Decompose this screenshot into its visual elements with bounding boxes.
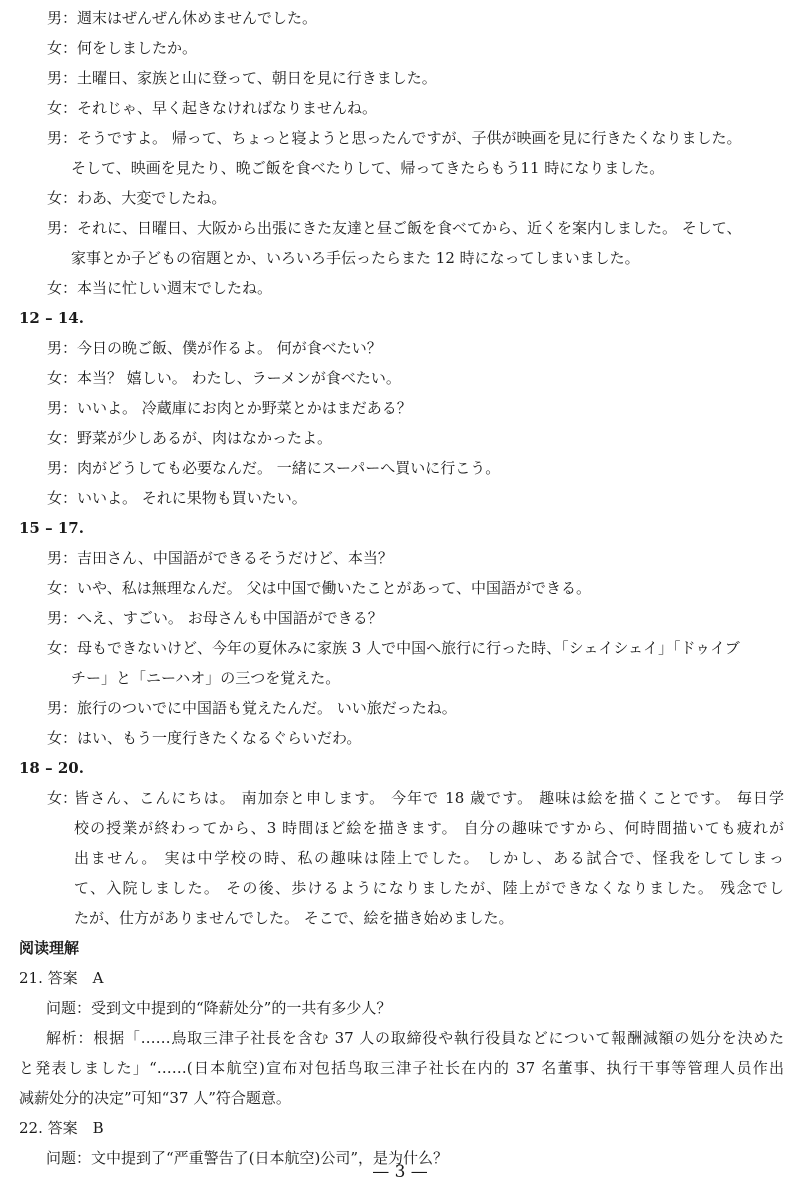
dialogue-line: 女：はい、もう一度行きたくなるぐらいだわ。 [47,729,362,747]
dialogue-line: 男：それに、日曜日、大阪から出張にきた友達と昼ご飯を食べてから、近くを案内しました。 そして、 [47,219,742,237]
dialogue-line: 女：わあ、大変でしたね。 [47,189,227,207]
monologue-speaker: 女： [47,789,78,807]
answer-21: 21. 答案 A [19,969,104,987]
monologue-line: 出ません。 実は中学校の時、私の趣味は陸上でした。 しかし、ある試合で、怪我をしてしまっ [74,849,784,867]
reading-heading: 阅读理解 [19,939,80,957]
question-22: 问题：文中提到了“严重警告了(日本航空)公司”，是为什么？ [46,1149,449,1167]
dialogue-line: 女：本当？ 嬉しい。 わたし、ラーメンが食べたい。 [47,369,401,387]
analysis-line: と発表しました」“……(日本航空)宣布对包括鸟取三津子社长在内的 37 名董事、执行干事等管理人员作出 [19,1059,784,1077]
monologue-line: 皆さん、こんにちは。 南加奈と申します。 今年で 18 歳です。 趣味は絵を描くことです。 毎日学 [74,789,784,807]
section-heading: 12 – 14. [19,309,84,327]
dialogue-line: 女：母もできないけど、今年の夏休みに家族 3 人で中国へ旅行に行った時、「シェイシェイ」「ドゥイブ [47,639,740,657]
dialogue-line: 男：週末はぜんぜん休めませんでした。 [47,9,318,27]
dialogue-continuation: 家事とか子どもの宿題とか、いろいろ手伝ったらまた 12 時になってしまいました。 [71,249,640,267]
dialogue-line: 男：吉田さん、中国語ができるそうだけど、本当？ [47,549,393,567]
dialogue-line: 男：いいよ。 冷蔵庫にお肉とか野菜とかはまだある？ [47,399,412,417]
dialogue-line: 男：旅行のついでに中国語も覚えたんだ。 いい旅だったね。 [47,699,457,717]
section-heading: 18 – 20. [19,759,84,777]
dialogue-line: 女：いいよ。 それに果物も買いたい。 [47,489,307,507]
analysis-line: 减薪处分的决定”可知“37 人”符合题意。 [19,1089,291,1107]
dialogue-line: 男：へえ、すごい。 お母さんも中国語ができる？ [47,609,383,627]
dialogue-line: 男：今日の晩ご飯、僕が作るよ。 何が食べたい？ [47,339,382,357]
dialogue-continuation: チー」と「ニーハオ」の三つを覚えた。 [71,669,341,687]
analysis-line: 解析：根据「……鳥取三津子社長を含む 37 人の取締役や執行役員などについて報酬減額の処分を決めた [46,1029,784,1047]
dialogue-line: 女：本当に忙しい週末でしたね。 [47,279,273,297]
answer-22: 22. 答案 B [19,1119,104,1137]
monologue-line: 校の授業が終わってから、3 時間ほど絵を描きます。 自分の趣味ですから、何時間描いても疲れが [74,819,784,837]
monologue-line: たが、仕方がありませんでした。 そこで、絵を描き始めました。 [74,909,514,927]
question-21: 问题：受到文中提到的“降薪处分”的一共有多少人？ [46,999,392,1017]
dialogue-line: 女：野菜が少しあるが、肉はなかったよ。 [47,429,333,447]
dialogue-line: 男：肉がどうしても必要なんだ。 一緒にスーパーへ買いに行こう。 [47,459,501,477]
dialogue-line: 女：何をしましたか。 [47,39,198,57]
dialogue-line: 女：いや、私は無理なんだ。 父は中国で働いたことがあって、中国語ができる。 [47,579,592,597]
section-heading: 15 – 17. [19,519,84,537]
dialogue-line: 男：土曜日、家族と山に登って、朝日を見に行きました。 [47,69,437,87]
page-number: — 3 — [372,1162,428,1182]
dialogue-line: 男：そうですよ。 帰って、ちょっと寝ようと思ったんですが、子供が映画を見に行きたくなりました。 [47,129,742,147]
dialogue-line: 女：それじゃ、早く起きなければなりませんね。 [47,99,378,117]
dialogue-continuation: そして、映画を見たり、晩ご飯を食べたりして、帰ってきたらもう11 時になりました。 [71,159,665,177]
monologue-line: て、入院しました。 その後、歩けるようになりましたが、陸上ができなくなりました。 残念でし [74,879,784,897]
